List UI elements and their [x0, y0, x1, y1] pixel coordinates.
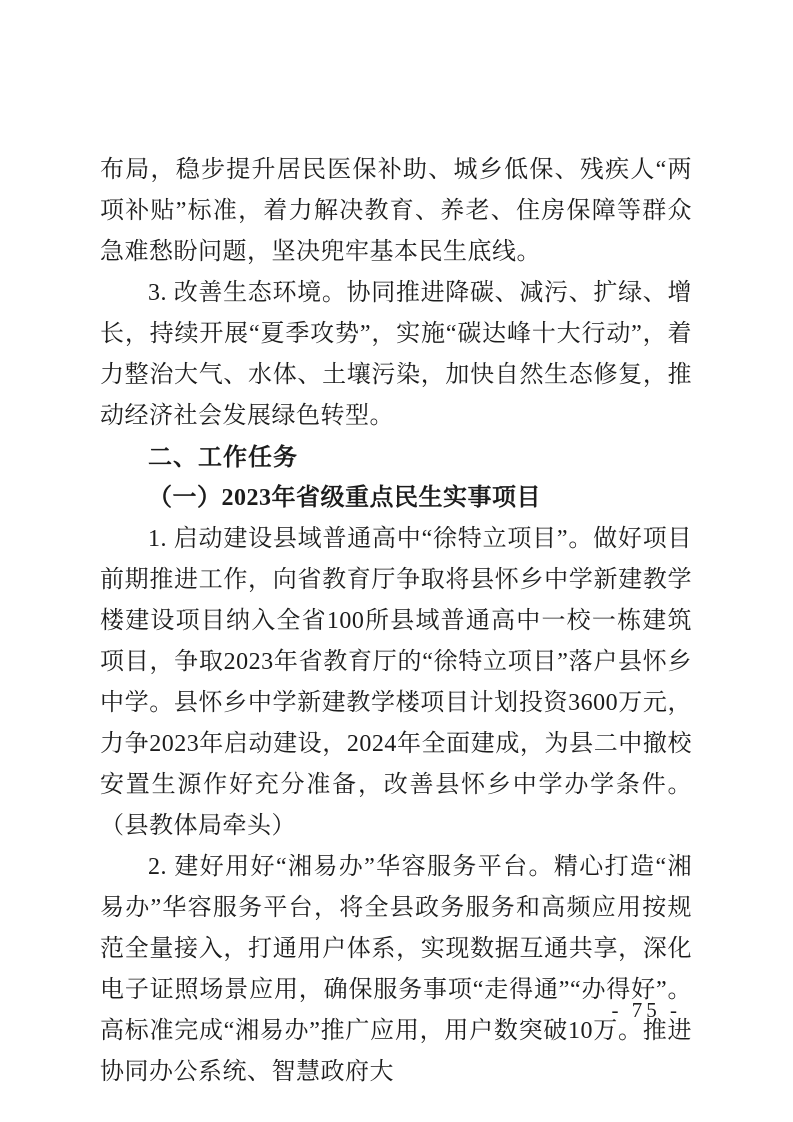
paragraph-ecology: 3. 改善生态环境。协同推进降碳、减污、扩绿、增长，持续开展“夏季攻势”，实施“碳达峰十大行动”，着力整治大气、水体、土壤污染，加快自然生态修复，推动经济社会发展绿色转型。 [100, 280, 692, 429]
section-heading-work-tasks: 二、工作任务 [148, 444, 298, 471]
subsection-heading-provincial-projects: （一）2023年省级重点民生实事项目 [148, 485, 541, 511]
document-body [100, 150, 692, 1093]
page-number: - 75 - [611, 998, 681, 1022]
paragraph-xiangyiban-platform: 2. 建好用好“湘易办”华容服务平台。精心打造“湘易办”华容服务平台，将全县政务服务和高频应用按规范全量接入，打通用户体系，实现数据互通共享，深化电子证照场景应用，确保服务事项“走得通”“办得好”。高标准完成“湘易办”推广应用，用户数突破10万。推进协同办公系统、智慧政府大 [100, 854, 692, 1085]
paragraph-xuteli-project: 1. 启动建设县域普通高中“徐特立项目”。做好项目前期推进工作，向省教育厅争取将县怀乡中学新建教学楼建设项目纳入全省100所县域普通高中一校一栋建筑项目，争取2023年省教育厅的“徐特立项目”落户县怀乡中学。县怀乡中学新建教学楼项目计划投资3600万元，力争2023年启动建设，2024年全面建成，为县二中撤校安置生源作好充分准备，改善县怀乡中学办学条件。（县教体局牵头） [100, 526, 692, 839]
paragraph-continuation-minsheng: 布局，稳步提升居民医保补助、城乡低保、残疾人“两项补贴”标准，着力解决教育、养老、住房保障等群众急难愁盼问题，坚决兜牢基本民生底线。 [100, 157, 692, 265]
